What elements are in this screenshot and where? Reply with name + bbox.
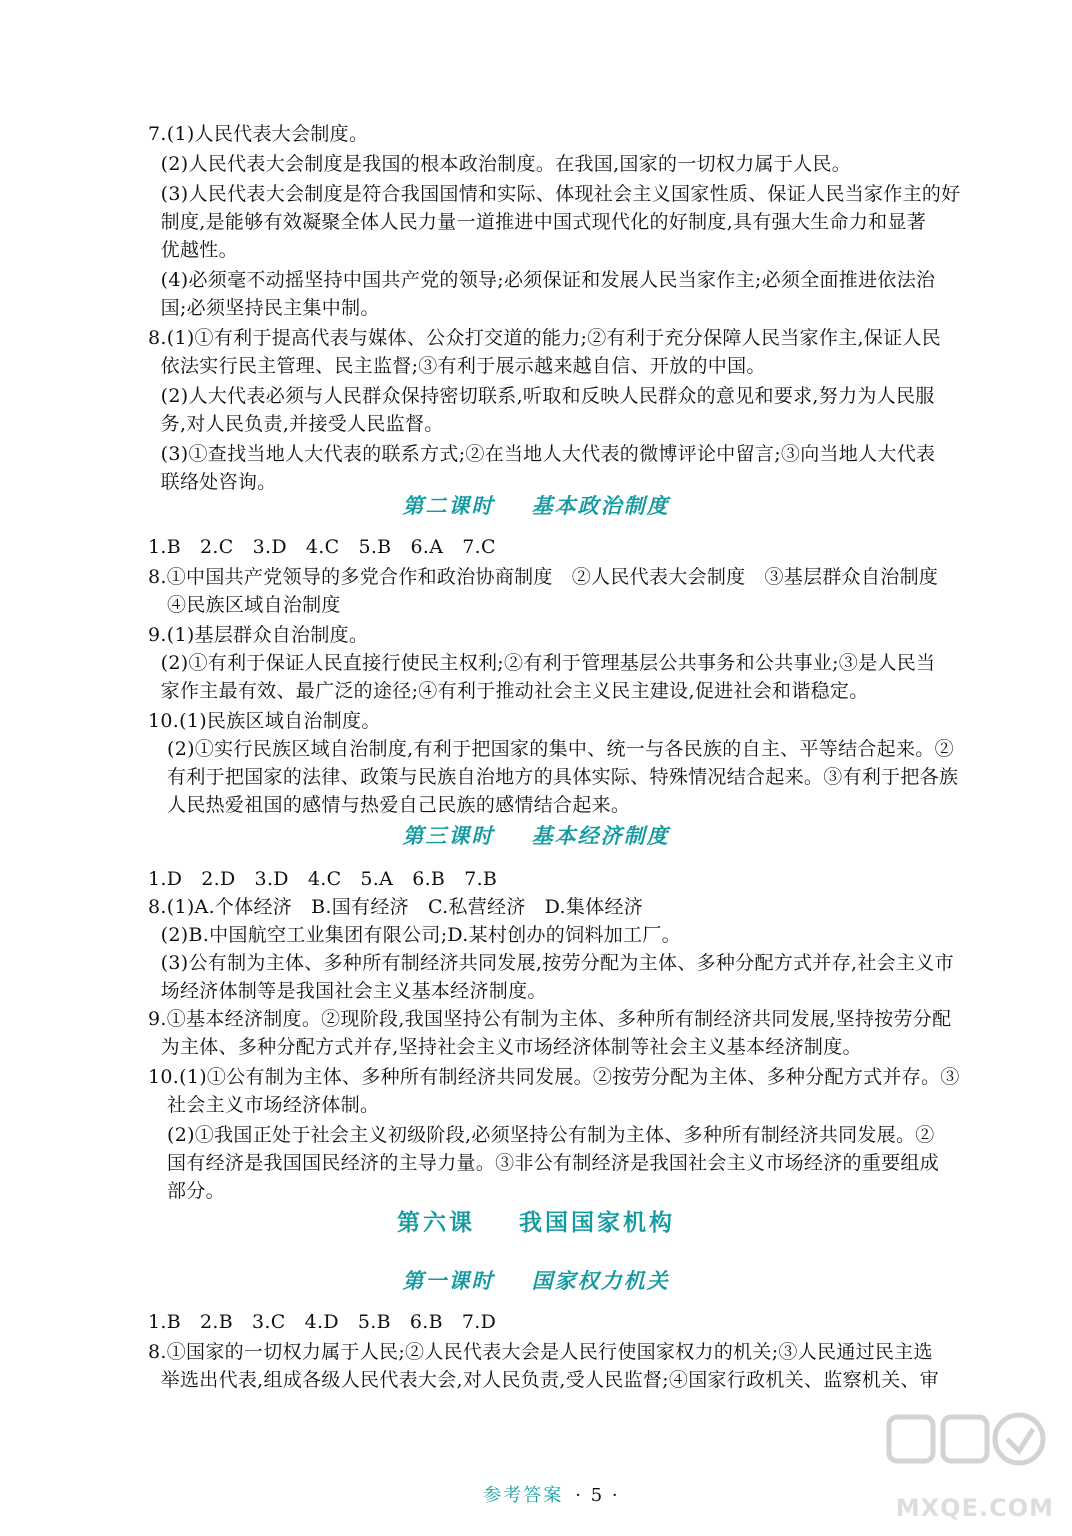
text-line: 10.(1)民族区域自治制度。 [148, 710, 381, 732]
lesson-heading: 第六课 我国国家机构 [396, 1210, 676, 1236]
text-line: 10.(1)①公有制为主体、多种所有制经济共同发展。②按劳分配为主体、多种分配方式并存。③ [148, 1066, 960, 1088]
text-line: 社会主义市场经济体制。 [148, 1094, 380, 1116]
text-line: 有利于把国家的法律、政策与民族自治地方的具体实际、特殊情况结合起来。③有利于把各族 [148, 766, 959, 788]
answer-key-line: 1.D 2.D 3.D 4.C 5.A 6.B 7.B [148, 868, 498, 890]
section-heading: 第三课时 基本经济制度 [402, 824, 670, 848]
watermark-text: MXQE.COM [895, 1494, 1054, 1522]
text-line: 8.①国家的一切权力属于人民;②人民代表大会是人民行使国家权力的机关;③人民通过民主选 [148, 1341, 933, 1363]
text-line: 制度,是能够有效凝聚全体人民力量一道推进中国式现代化的好制度,具有强大生命力和显著 [148, 211, 927, 233]
page-number: · 5 · [575, 1485, 620, 1506]
text-line: (2)①有利于保证人民直接行使民主权利;②有利于管理基层公共事务和公共事业;③是人民当 [148, 652, 936, 674]
text-line: 联络处咨询。 [148, 471, 277, 493]
text-line: ④民族区域自治制度 [148, 594, 341, 616]
text-line: (3)公有制为主体、多种所有制经济共同发展,按劳分配为主体、多种分配方式并存,社会主义市 [148, 952, 954, 974]
text-line: 8.(1)①有利于提高代表与媒体、公众打交道的能力;②有利于充分保障人民当家作主,保证人民 [148, 327, 941, 349]
text-line: (2)人大代表必须与人民群众保持密切联系,听取和反映人民群众的意见和要求,努力为人民服 [148, 385, 935, 407]
text-line: 9.(1)基层群众自治制度。 [148, 624, 369, 646]
text-line: 举选出代表,组成各级人民代表大会,对人民负责,受人民监督;④国家行政机关、监察机关、审 [148, 1369, 940, 1391]
text-line: 部分。 [148, 1180, 225, 1202]
text-line: 国;必须坚持民主集中制。 [148, 297, 380, 319]
text-line: (3)人民代表大会制度是符合我国国情和实际、体现社会主义国家性质、保证人民当家作主的好 [148, 183, 961, 205]
watermark-logo [879, 1407, 1054, 1522]
text-line: (2)人民代表大会制度是我国的根本政治制度。在我国,国家的一切权力属于人民。 [148, 153, 852, 175]
text-line: 务,对人民负责,并接受人民监督。 [148, 413, 444, 435]
text-line: (2)①实行民族区域自治制度,有利于把国家的集中、统一与各民族的自主、平等结合起来。② [148, 738, 954, 760]
text-line: 为主体、多种分配方式并存,坚持社会主义市场经济体制等社会主义基本经济制度。 [148, 1036, 862, 1058]
section-heading: 第一课时 国家权力机关 [402, 1269, 670, 1293]
answer-key-line: 1.B 2.C 3.D 4.C 5.B 6.A 7.C [148, 536, 496, 558]
text-line: (2)①我国正处于社会主义初级阶段,必须坚持公有制为主体、多种所有制经济共同发展。② [148, 1124, 935, 1146]
text-line: 优越性。 [148, 239, 238, 261]
text-line: (3)①查找当地人大代表的联系方式;②在当地人大代表的微博评论中留言;③向当地人大代表 [148, 443, 936, 465]
text-line: 场经济体制等是我国社会主义基本经济制度。 [148, 980, 547, 1002]
text-line: 9.①基本经济制度。②现阶段,我国坚持公有制为主体、多种所有制经济共同发展,坚持按劳分配 [148, 1008, 952, 1030]
text-line: (2)B.中国航空工业集团有限公司;D.某村创办的饲料加工厂。 [148, 924, 681, 946]
text-line: 依法实行民主管理、民主监督;③有利于展示越来越自信、开放的中国。 [148, 355, 766, 377]
text-line: 7.(1)人民代表大会制度。 [148, 123, 369, 145]
text-line: 8.(1)A.个体经济 B.国有经济 C.私营经济 D.集体经济 [148, 896, 644, 918]
text-line: 家作主最有效、最广泛的途径;④有利于推动社会主义民主建设,促进社会和谐稳定。 [148, 680, 869, 702]
watermark-graphic-icon [879, 1407, 1054, 1487]
answer-key-line: 1.B 2.B 3.C 4.D 5.B 6.B 7.D [148, 1311, 497, 1333]
text-line: 人民热爱祖国的感情与热爱自己民族的感情结合起来。 [148, 794, 631, 816]
footer-label: 参考答案 [483, 1485, 564, 1506]
text-line: 8.①中国共产党领导的多党合作和政治协商制度 ②人民代表大会制度 ③基层群众自治制度 [148, 566, 939, 588]
text-line: 国有经济是我国国民经济的主导力量。③非公有制经济是我国社会主义市场经济的重要组成 [148, 1152, 940, 1174]
section-heading: 第二课时 基本政治制度 [402, 494, 670, 518]
text-line: (4)必须毫不动摇坚持中国共产党的领导;必须保证和发展人民当家作主;必须全面推进依法治 [148, 269, 936, 291]
